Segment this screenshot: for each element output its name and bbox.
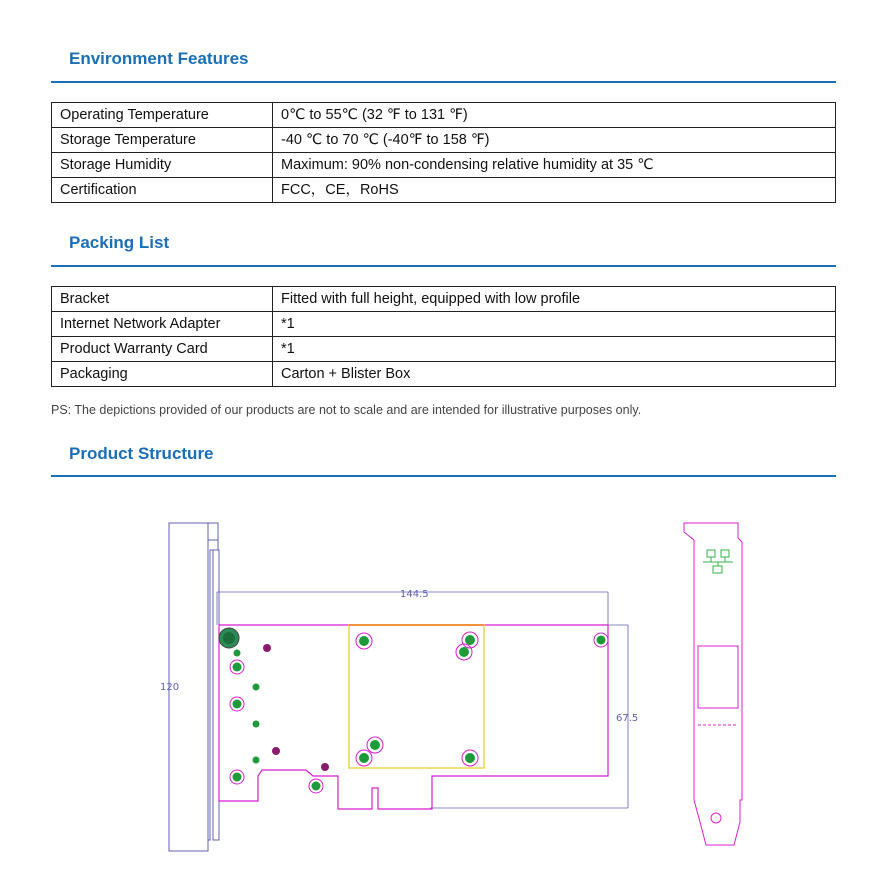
- network-port-icon: [703, 550, 733, 573]
- pcb-outline: [219, 625, 608, 809]
- table-cell-value: Fitted with full height, equipped with low profile: [273, 287, 836, 312]
- table-cell-label: Storage Temperature: [52, 128, 273, 153]
- table-cell-value: *1: [273, 337, 836, 362]
- table-cell-label: Packaging: [52, 362, 273, 387]
- table-row: [52, 153, 836, 178]
- packing-table: [51, 286, 836, 387]
- table-row: [52, 178, 836, 203]
- small-components: [234, 644, 330, 771]
- table-row: [52, 312, 836, 337]
- table-cell-label: Internet Network Adapter: [52, 312, 273, 337]
- dimension-width-label: 144.5: [400, 589, 429, 600]
- product-structure-heading: Product Structure: [69, 444, 214, 463]
- disclaimer-note: PS: The depictions provided of our products are not to scale and are intended for illustrative purposes only.: [51, 403, 642, 417]
- dimension-height-label: 120: [160, 682, 180, 693]
- table-cell-value: FCC，CE，RoHS: [273, 178, 836, 203]
- table-cell-value: -40 ℃ to 70 ℃ (-40℉ to 158 ℉): [273, 128, 836, 153]
- dimension-card-height-label: 67.5: [616, 713, 639, 724]
- table-cell-label: Product Warranty Card: [52, 337, 273, 362]
- mounting-holes: [230, 632, 608, 793]
- table-cell-label: Certification: [52, 178, 273, 203]
- table-cell-label: Bracket: [52, 287, 273, 312]
- product-structure-drawing: [0, 500, 882, 889]
- port-marker: [219, 628, 239, 648]
- packing-list-heading: Packing List: [69, 233, 170, 252]
- environment-features-heading: Environment Features: [69, 49, 249, 68]
- table-row: [52, 128, 836, 153]
- table-row: [52, 362, 836, 387]
- packing-divider: [51, 265, 836, 267]
- table-cell-value: Maximum: 90% non-condensing relative humidity at 35 ℃: [273, 153, 836, 178]
- table-row: [52, 103, 836, 128]
- table-cell-value: Carton + Blister Box: [273, 362, 836, 387]
- table-cell-label: Operating Temperature: [52, 103, 273, 128]
- environment-table: [51, 102, 836, 203]
- structure-divider: [51, 475, 836, 477]
- environment-divider: [51, 81, 836, 83]
- table-cell-value: *1: [273, 312, 836, 337]
- table-row: [52, 337, 836, 362]
- table-row: [52, 287, 836, 312]
- table-cell-value: 0℃ to 55℃ (32 ℉ to 131 ℉): [273, 103, 836, 128]
- dimension-lines: [169, 528, 628, 848]
- table-cell-label: Storage Humidity: [52, 153, 273, 178]
